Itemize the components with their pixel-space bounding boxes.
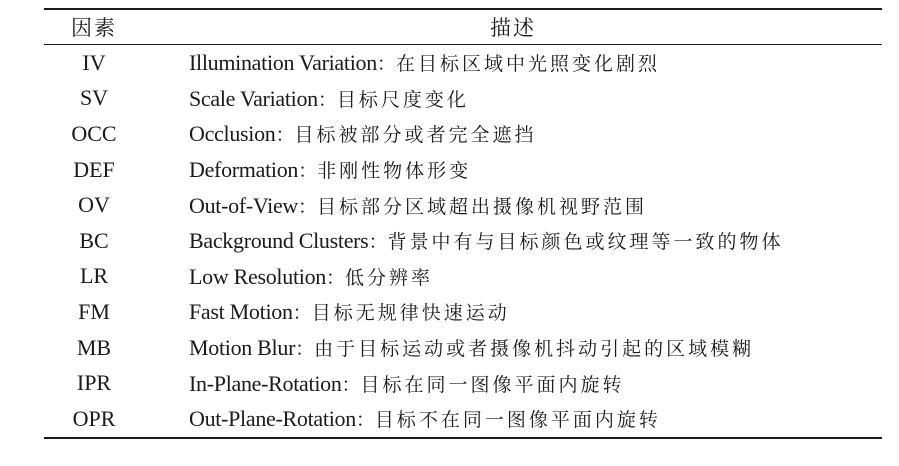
description-separator: ：	[275, 124, 295, 147]
attribute-code: BC	[79, 227, 109, 253]
attribute-code: OCC	[71, 120, 117, 146]
description-chinese: 背景中有与目标颜色或纹理等一致的物体	[387, 231, 784, 254]
attributes-table	[44, 8, 882, 439]
attribute-code: OV	[78, 192, 110, 218]
description-chinese: 目标被部分或者完全遮挡	[294, 124, 537, 147]
attribute-description	[144, 401, 882, 437]
description-chinese: 非刚性物体形变	[317, 160, 472, 183]
description-english: Background Clusters	[189, 228, 369, 254]
description-chinese: 目标无规律快速运动	[311, 302, 510, 325]
attribute-description	[144, 116, 882, 152]
attribute-description	[144, 365, 882, 401]
attribute-code: DEF	[73, 156, 115, 182]
table-row	[44, 223, 882, 259]
table-row	[44, 45, 882, 81]
description-english: Scale Variation	[189, 85, 318, 111]
description-english: Occlusion	[189, 121, 276, 147]
description-chinese: 由于目标运动或者摄像机抖动引起的区域模糊	[314, 338, 755, 361]
attribute-code: FM	[78, 298, 110, 324]
attribute-description	[144, 330, 882, 366]
header-description: 描述	[490, 16, 536, 40]
table-row	[44, 330, 882, 366]
description-separator: ：	[341, 373, 361, 396]
table-row	[44, 294, 882, 330]
table-row	[44, 401, 882, 437]
table-row	[44, 365, 882, 401]
description-chinese: 目标在同一图像平面内旋转	[360, 373, 625, 396]
attribute-description	[144, 223, 882, 259]
description-english: Deformation	[189, 157, 299, 183]
description-english: Illumination Variation	[189, 50, 377, 76]
header-row	[44, 10, 882, 44]
description-english: Out-of-View	[189, 192, 299, 218]
description-chinese: 目标部分区域超出摄像机视野范围	[317, 195, 648, 218]
attribute-code: IV	[82, 49, 106, 75]
attributes-grid	[44, 10, 882, 44]
description-separator: ：	[368, 231, 388, 254]
attribute-code: SV	[79, 85, 109, 111]
description-separator: ：	[292, 302, 312, 325]
attributes-body	[44, 45, 882, 437]
attribute-description	[144, 45, 882, 81]
description-chinese: 目标尺度变化	[336, 88, 469, 111]
header-factor: 因素	[71, 16, 117, 40]
description-separator: ：	[376, 53, 396, 76]
description-english: Low Resolution	[189, 263, 326, 289]
table-row	[44, 116, 882, 152]
attribute-description	[144, 259, 882, 295]
table-row	[44, 187, 882, 223]
description-separator: ：	[355, 409, 375, 432]
attribute-code: MB	[76, 334, 112, 360]
description-english: In-Plane-Rotation	[189, 370, 342, 396]
description-chinese: 在目标区域中光照变化剧烈	[395, 53, 660, 76]
attribute-description	[144, 187, 882, 223]
table-row	[44, 152, 882, 188]
description-separator: ：	[298, 195, 318, 218]
description-chinese: 低分辨率	[344, 266, 433, 289]
table-row	[44, 259, 882, 295]
attribute-code: LR	[79, 263, 109, 289]
attribute-description	[144, 81, 882, 117]
description-english: Fast Motion	[189, 299, 293, 325]
bottom-rule	[44, 437, 882, 439]
table-body	[44, 45, 882, 437]
description-english: Motion Blur	[189, 335, 296, 361]
attribute-description	[144, 294, 882, 330]
description-separator: ：	[325, 266, 345, 289]
description-chinese: 目标不在同一图像平面内旋转	[374, 409, 661, 432]
attribute-code: OPR	[72, 405, 116, 431]
description-separator: ：	[298, 160, 318, 183]
attribute-description	[144, 152, 882, 188]
table-row	[44, 81, 882, 117]
description-separator: ：	[317, 88, 337, 111]
description-separator: ：	[295, 338, 315, 361]
description-english: Out-Plane-Rotation	[189, 406, 356, 432]
attribute-code: IPR	[76, 370, 112, 396]
